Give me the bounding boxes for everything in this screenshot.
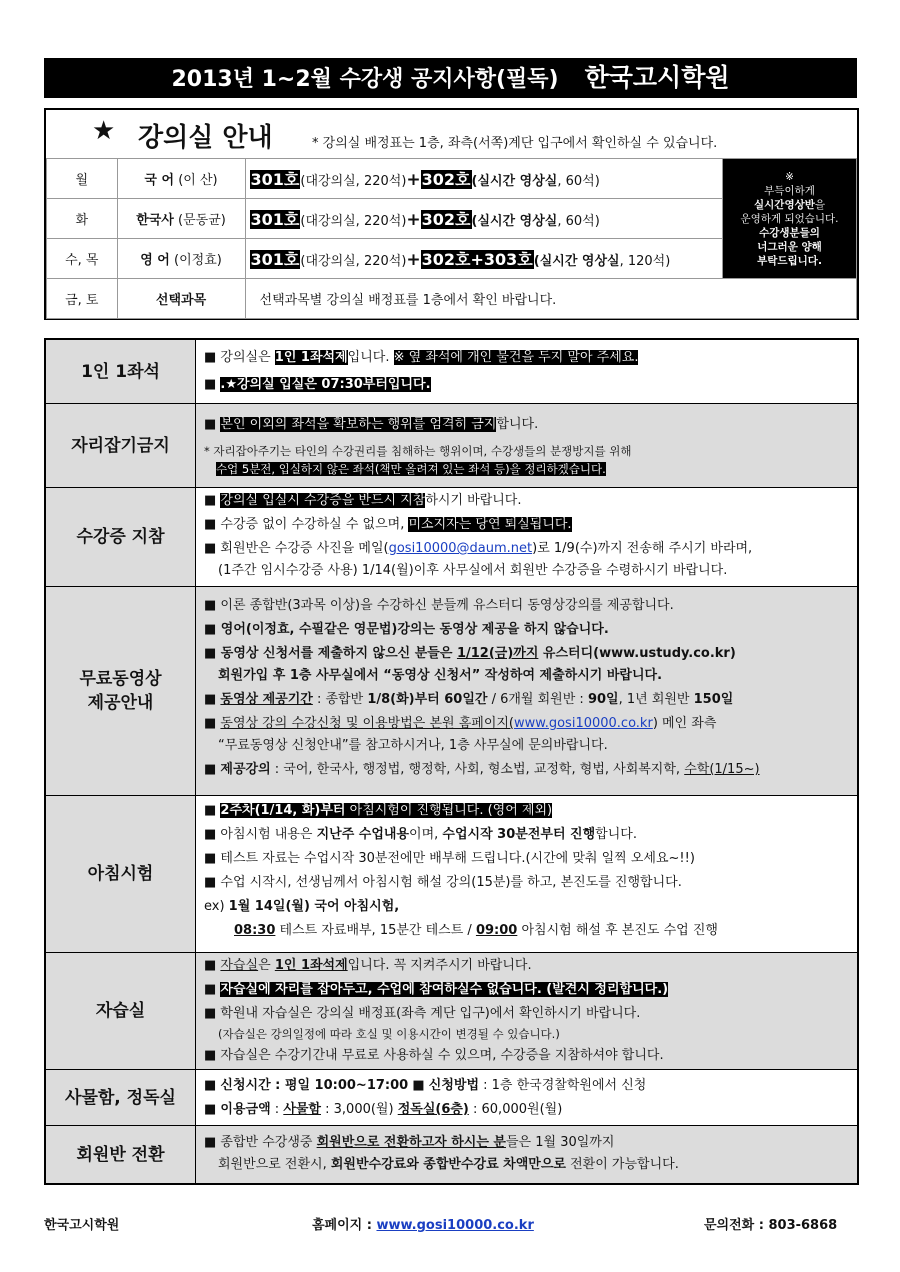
room-cell: 301호(대강의실, 220석)+302호(실시간 영상실, 60석) bbox=[245, 199, 723, 239]
banner-org: 한국고시학원 bbox=[584, 63, 730, 92]
text-line: ■ 테스트 자료는 수업시작 30분전에만 배부해 드립니다.(시간에 맞춰 일찍 오세요~!!) bbox=[204, 851, 695, 866]
room-guide-note: * 강의실 배정표는 1층, 좌측(서쪽)계단 입구에서 확인하실 수 있습니다. bbox=[312, 136, 718, 151]
day-cell: 화 bbox=[47, 199, 118, 239]
star-icon: ★ bbox=[92, 116, 116, 146]
room-schedule-table bbox=[46, 158, 857, 319]
text-line: 08:30 테스트 자료배부, 15분간 테스트 / 09:00 아침시험 해설 후 본진도 수업 진행 bbox=[234, 923, 718, 938]
text-line: ■ 회원반은 수강증 사진을 메일(gosi10000@daum.net)로 1/9(수)까지 전송해 주시기 바라며, bbox=[204, 541, 753, 556]
room-cell: 선택과목별 강의실 배정표를 1층에서 확인 바랍니다. bbox=[245, 279, 856, 319]
text-line: ■ 강의실은 1인 1좌석제입니다. ※ 옆 좌석에 개인 물건을 두지 말아 주세요. bbox=[204, 350, 639, 365]
section-free-video bbox=[46, 587, 857, 796]
section-label: 자습실 bbox=[46, 953, 196, 1069]
text-line: ■ 수업 시작시, 선생님께서 아침시험 해설 강의(15분)를 하고, 본진도를 진행합니다. bbox=[204, 875, 682, 890]
section-content bbox=[196, 404, 857, 487]
section-label: 사물함, 정독실 bbox=[46, 1070, 196, 1125]
homepage-link[interactable]: www.gosi10000.co.kr bbox=[514, 716, 653, 731]
text-line: (자습실은 강의일정에 따라 호실 및 이용시간이 변경될 수 있습니다.) bbox=[218, 1027, 560, 1041]
text-line: ■ 학원내 자습실은 강의실 배정표(좌측 계단 입구)에서 확인하시기 바랍니다. bbox=[204, 1006, 641, 1021]
footer-phone: 문의전화 : 803-6868 bbox=[704, 1218, 838, 1233]
section-content bbox=[196, 1070, 857, 1125]
text-line: 회원반으로 전환시, 회원반수강료와 종합반수강료 차액만으로 전환이 가능합니다. bbox=[218, 1157, 679, 1172]
text-line: ■ 자습실은 수강기간내 무료로 사용하실 수 있으며, 수강증을 지참하셔야 합니다. bbox=[204, 1048, 664, 1063]
section-content bbox=[196, 488, 857, 586]
section-member-switch bbox=[46, 1126, 857, 1183]
subject-cell: 국 어 (이 산) bbox=[117, 159, 245, 199]
banner-title: 2013년 1~2월 수강생 공지사항(필독) bbox=[171, 67, 559, 92]
section-label: 수강증 지참 bbox=[46, 488, 196, 586]
section-content bbox=[196, 340, 857, 403]
text-line: ■ 제공강의 : 국어, 한국사, 행정법, 행정학, 사회, 형소법, 교정학, 형법, 사회복지학, 수학(1/15~) bbox=[204, 762, 760, 777]
text-line: ■ 강의실 입실시 수강증을 반드시 지참하시기 바랍니다. bbox=[204, 493, 522, 508]
text-line: ex) 1월 14일(월) 국어 아침시험, bbox=[204, 899, 400, 914]
side-note: ※ 부득이하게 실시간영상반을 운영하게 되었습니다. 수강생분들의 너그러운 양해 부탁드립니다. bbox=[723, 159, 857, 279]
notice-banner bbox=[44, 58, 857, 98]
table-row bbox=[47, 159, 857, 199]
footer-org: 한국고시학원 bbox=[44, 1218, 120, 1233]
section-label: 무료동영상 제공안내 bbox=[46, 587, 196, 795]
text-line: 수업 5분전, 입실하지 않은 좌석(책만 올려져 있는 좌석 등)을 정리하겠습니다. bbox=[216, 462, 606, 476]
footer-homepage-link[interactable]: www.gosi10000.co.kr bbox=[376, 1218, 534, 1233]
footer-homepage: 홈페이지 : www.gosi10000.co.kr bbox=[312, 1218, 534, 1233]
room-guide-header bbox=[46, 110, 857, 159]
section-label: 아침시험 bbox=[46, 796, 196, 952]
text-line: ■ 동영상 제공기간 : 종합반 1/8(화)부터 60일간 / 6개월 회원반 : 90일, 1년 회원반 150일 bbox=[204, 692, 734, 707]
room-guide-box bbox=[44, 108, 859, 320]
text-line: ■ 본인 이외의 좌석을 확보하는 행위를 엄격히 금지합니다. bbox=[204, 417, 539, 432]
text-line: ■ 종합반 수강생중 회원반으로 전환하고자 하시는 분들은 1월 30일까지 bbox=[204, 1135, 615, 1150]
text-line: ■ .★강의실 입실은 07:30부터입니다. bbox=[204, 377, 431, 392]
text-line: ■ 신청시간 : 평일 10:00~17:00 ■ 신청방법 : 1층 한국경찰학원에서 신청 bbox=[204, 1078, 647, 1093]
section-label: 자리잡기금지 bbox=[46, 404, 196, 487]
section-content bbox=[196, 587, 857, 795]
day-cell: 월 bbox=[47, 159, 118, 199]
section-content bbox=[196, 796, 857, 952]
table-row bbox=[47, 279, 857, 319]
room-guide-title: 강의실 안내 bbox=[138, 123, 273, 153]
subject-cell: 영 어 (이정효) bbox=[117, 239, 245, 279]
text-line: ■ 2주차(1/14, 화)부터 아침시험이 진행됩니다. (영어 제외) bbox=[204, 803, 553, 818]
text-line: ■ 이용금액 : 사물함 : 3,000(월) 정독실(6층) : 60,000원(월) bbox=[204, 1102, 563, 1117]
text-line: ■ 동영상 강의 수강신청 및 이용방법은 본원 홈페이지(www.gosi10000.co.kr) 메인 좌측 bbox=[204, 716, 717, 731]
text-line: ■ 동영상 신청서를 제출하지 않으신 분들은 1/12(금)까지 유스터디(www.ustudy.co.kr) bbox=[204, 646, 736, 661]
text-line: ■ 이론 종합반(3과목 이상)을 수강하신 분들께 유스터디 동영상강의를 제공합니다. bbox=[204, 598, 674, 613]
text-line: “무료동영상 신청안내”를 참고하시거나, 1층 사무실에 문의바랍니다. bbox=[218, 738, 608, 753]
section-student-card bbox=[46, 488, 857, 587]
subject-cell: 선택과목 bbox=[117, 279, 245, 319]
subject-cell: 한국사 (문동균) bbox=[117, 199, 245, 239]
text-line: ■ 자습실은 1인 1좌석제입니다. 꼭 지켜주시기 바랍니다. bbox=[204, 958, 532, 973]
room-cell: 301호(대강의실, 220석)+302호(실시간 영상실, 60석) bbox=[245, 159, 723, 199]
text-line: ■ 아침시험 내용은 지난주 수업내용이며, 수업시작 30분전부터 진행합니다. bbox=[204, 827, 637, 842]
text-line: ■ 영어(이정효, 수필같은 영문법)강의는 동영상 제공을 하지 않습니다. bbox=[204, 622, 609, 637]
section-study-room bbox=[46, 953, 857, 1070]
email-link[interactable]: gosi10000@daum.net bbox=[388, 541, 533, 556]
section-label: 회원반 전환 bbox=[46, 1126, 196, 1183]
section-content bbox=[196, 1126, 857, 1183]
day-cell: 수, 목 bbox=[47, 239, 118, 279]
text-line: ■ 자습실에 자리를 잡아두고, 수업에 참여하실수 없습니다. (발견시 정리합니다.) bbox=[204, 982, 669, 997]
section-seat-holding bbox=[46, 404, 857, 488]
text-line: 회원가입 후 1층 사무실에서 “동영상 신청서” 작성하여 제출하시기 바랍니다. bbox=[218, 668, 663, 683]
section-label: 1인 1좌석 bbox=[46, 340, 196, 403]
room-cell: 301호(대강의실, 220석)+302호+303호(실시간 영상실, 120석) bbox=[245, 239, 723, 279]
text-line: ■ 수강증 없이 수강하실 수 없으며, 미소지자는 당연 퇴실됩니다. bbox=[204, 517, 572, 532]
section-locker bbox=[46, 1070, 857, 1126]
day-cell: 금, 토 bbox=[47, 279, 118, 319]
section-morning-test bbox=[46, 796, 857, 953]
text-line: (1주간 임시수강증 사용) 1/14(월)이후 사무실에서 회원반 수강증을 수령하시기 바랍니다. bbox=[218, 563, 728, 578]
text-line: * 자리잡아주기는 타인의 수강권리를 침해하는 행위이며, 수강생들의 분쟁방지를 위해 bbox=[204, 444, 632, 458]
notice-sections bbox=[44, 338, 859, 1185]
section-content bbox=[196, 953, 857, 1069]
section-seat bbox=[46, 340, 857, 404]
